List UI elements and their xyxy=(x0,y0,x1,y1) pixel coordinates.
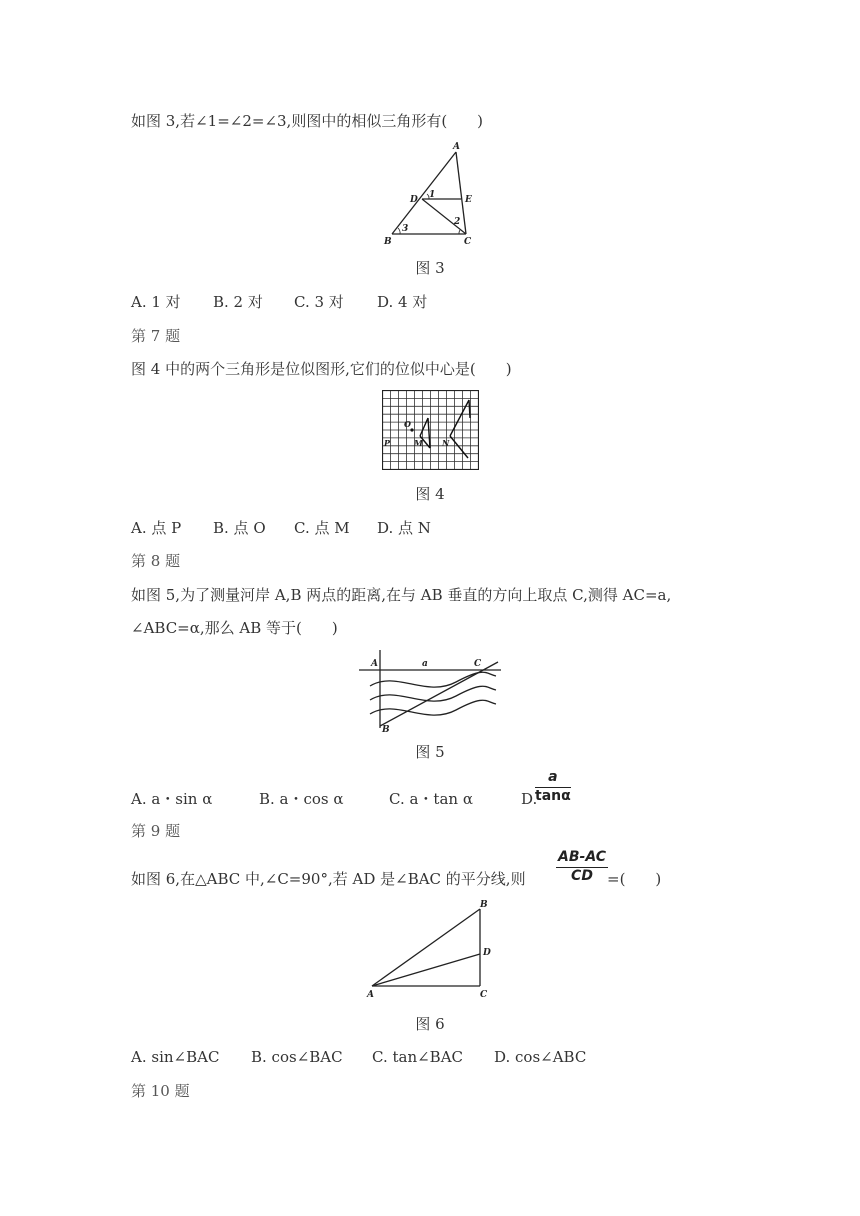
fig4-label-o: O xyxy=(404,419,411,429)
q8-number-label: 第 8 题 xyxy=(131,552,181,570)
q6-option-a: A. 1 对 xyxy=(131,293,181,311)
figure-3-caption: 图 3 xyxy=(415,259,445,277)
fig5-river-wave-2 xyxy=(370,686,496,701)
figure-4-caption: 图 4 xyxy=(415,485,445,503)
figure-6-right-triangle xyxy=(364,898,496,1000)
fig4-grid-lines xyxy=(383,391,479,470)
q6-option-c: C. 3 对 xyxy=(294,293,344,311)
fig5-label-c: C xyxy=(474,659,482,669)
fig4-small-triangle-left xyxy=(420,418,428,436)
q7-option-b: B. 点 O xyxy=(213,519,266,537)
q8-option-d-denominator: tanα xyxy=(535,788,571,804)
fig4-label-p: P xyxy=(384,438,391,448)
fig3-label-c: C xyxy=(464,237,472,247)
figure-3-triangle xyxy=(380,140,480,248)
q9-option-c: C. tan∠BAC xyxy=(372,1048,464,1066)
q8-option-d-fraction xyxy=(535,769,571,805)
q9-option-b: B. cos∠BAC xyxy=(251,1048,343,1066)
fig4-large-triangle-top xyxy=(469,400,470,418)
fig4-large-triangle-bottom xyxy=(450,436,468,458)
q8-option-b: B. a・cos α xyxy=(259,790,344,808)
figure-6-caption: 图 6 xyxy=(415,1015,445,1033)
fig3-label-d: D xyxy=(410,195,418,205)
fig5-line-bc xyxy=(380,662,498,726)
fig6-label-a: A xyxy=(367,990,374,1000)
fig3-label-angle-2: 2 xyxy=(454,217,461,227)
fig4-label-m: M xyxy=(414,438,423,448)
q7-stem: 图 4 中的两个三角形是位似图形,它们的位似中心是( ) xyxy=(131,360,512,378)
figure-4-grid xyxy=(382,390,479,470)
fig6-line-ad xyxy=(372,954,480,986)
q9-fraction-numerator: AB-AC xyxy=(556,849,608,868)
q6-stem: 如图 3,若∠1=∠2=∠3,则图中的相似三角形有( ) xyxy=(131,112,484,130)
q6-option-d: D. 4 对 xyxy=(377,293,428,311)
fig3-label-angle-3: 3 xyxy=(402,224,409,234)
q9-stem-prefix: 如图 6,在△ABC 中,∠C=90°,若 AD 是∠BAC 的平分线,则 xyxy=(131,870,526,888)
q8-stem-line-2: ∠ABC=α,那么 AB 等于( ) xyxy=(131,619,338,637)
q8-option-a: A. a・sin α xyxy=(131,790,213,808)
q7-option-c: C. 点 M xyxy=(294,519,350,537)
q7-number-label: 第 7 题 xyxy=(131,327,181,345)
fig3-label-a: A xyxy=(453,142,460,152)
fig5-river-wave-3 xyxy=(370,700,496,715)
fig6-label-d: D xyxy=(483,948,491,958)
fig3-angle-3-arc xyxy=(398,228,400,234)
q8-option-d: D. xyxy=(521,790,538,808)
q9-option-d: D. cos∠ABC xyxy=(494,1048,587,1066)
fig5-label-b: B xyxy=(382,725,390,734)
q10-number-label: 第 10 题 xyxy=(131,1082,190,1100)
q8-option-d-numerator: a xyxy=(535,769,571,788)
figure-5-caption: 图 5 xyxy=(415,743,445,761)
q9-number-label: 第 9 题 xyxy=(131,822,181,840)
figure-5-river xyxy=(356,648,504,734)
q6-option-b: B. 2 对 xyxy=(213,293,263,311)
fig4-large-triangle-left xyxy=(450,400,469,436)
q9-option-a: A. sin∠BAC xyxy=(131,1048,220,1066)
fig5-label-a: A xyxy=(371,659,378,669)
q8-option-c: C. a・tan α xyxy=(389,790,473,808)
fig3-label-b: B xyxy=(384,237,392,247)
q9-fraction-denominator: CD xyxy=(571,868,593,884)
fig5-label-side-a: a xyxy=(422,659,428,669)
q8-stem-line-1: 如图 5,为了测量河岸 A,B 两点的距离,在与 AB 垂直的方向上取点 C,测得 AC=a, xyxy=(131,586,672,604)
q7-option-d: D. 点 N xyxy=(377,519,431,537)
fig4-label-n: N xyxy=(442,438,450,448)
fig3-line-ab xyxy=(392,152,456,234)
fig3-label-e: E xyxy=(465,195,472,205)
fig3-label-angle-1: 1 xyxy=(429,190,436,200)
fig6-line-ab xyxy=(372,909,480,986)
q9-fraction xyxy=(556,849,608,885)
fig6-label-c: C xyxy=(480,990,488,1000)
fig5-river-wave-1 xyxy=(370,672,496,687)
fig6-label-b: B xyxy=(480,900,488,910)
q7-option-a: A. 点 P xyxy=(131,519,182,537)
q9-stem-suffix: =( ) xyxy=(607,870,662,888)
